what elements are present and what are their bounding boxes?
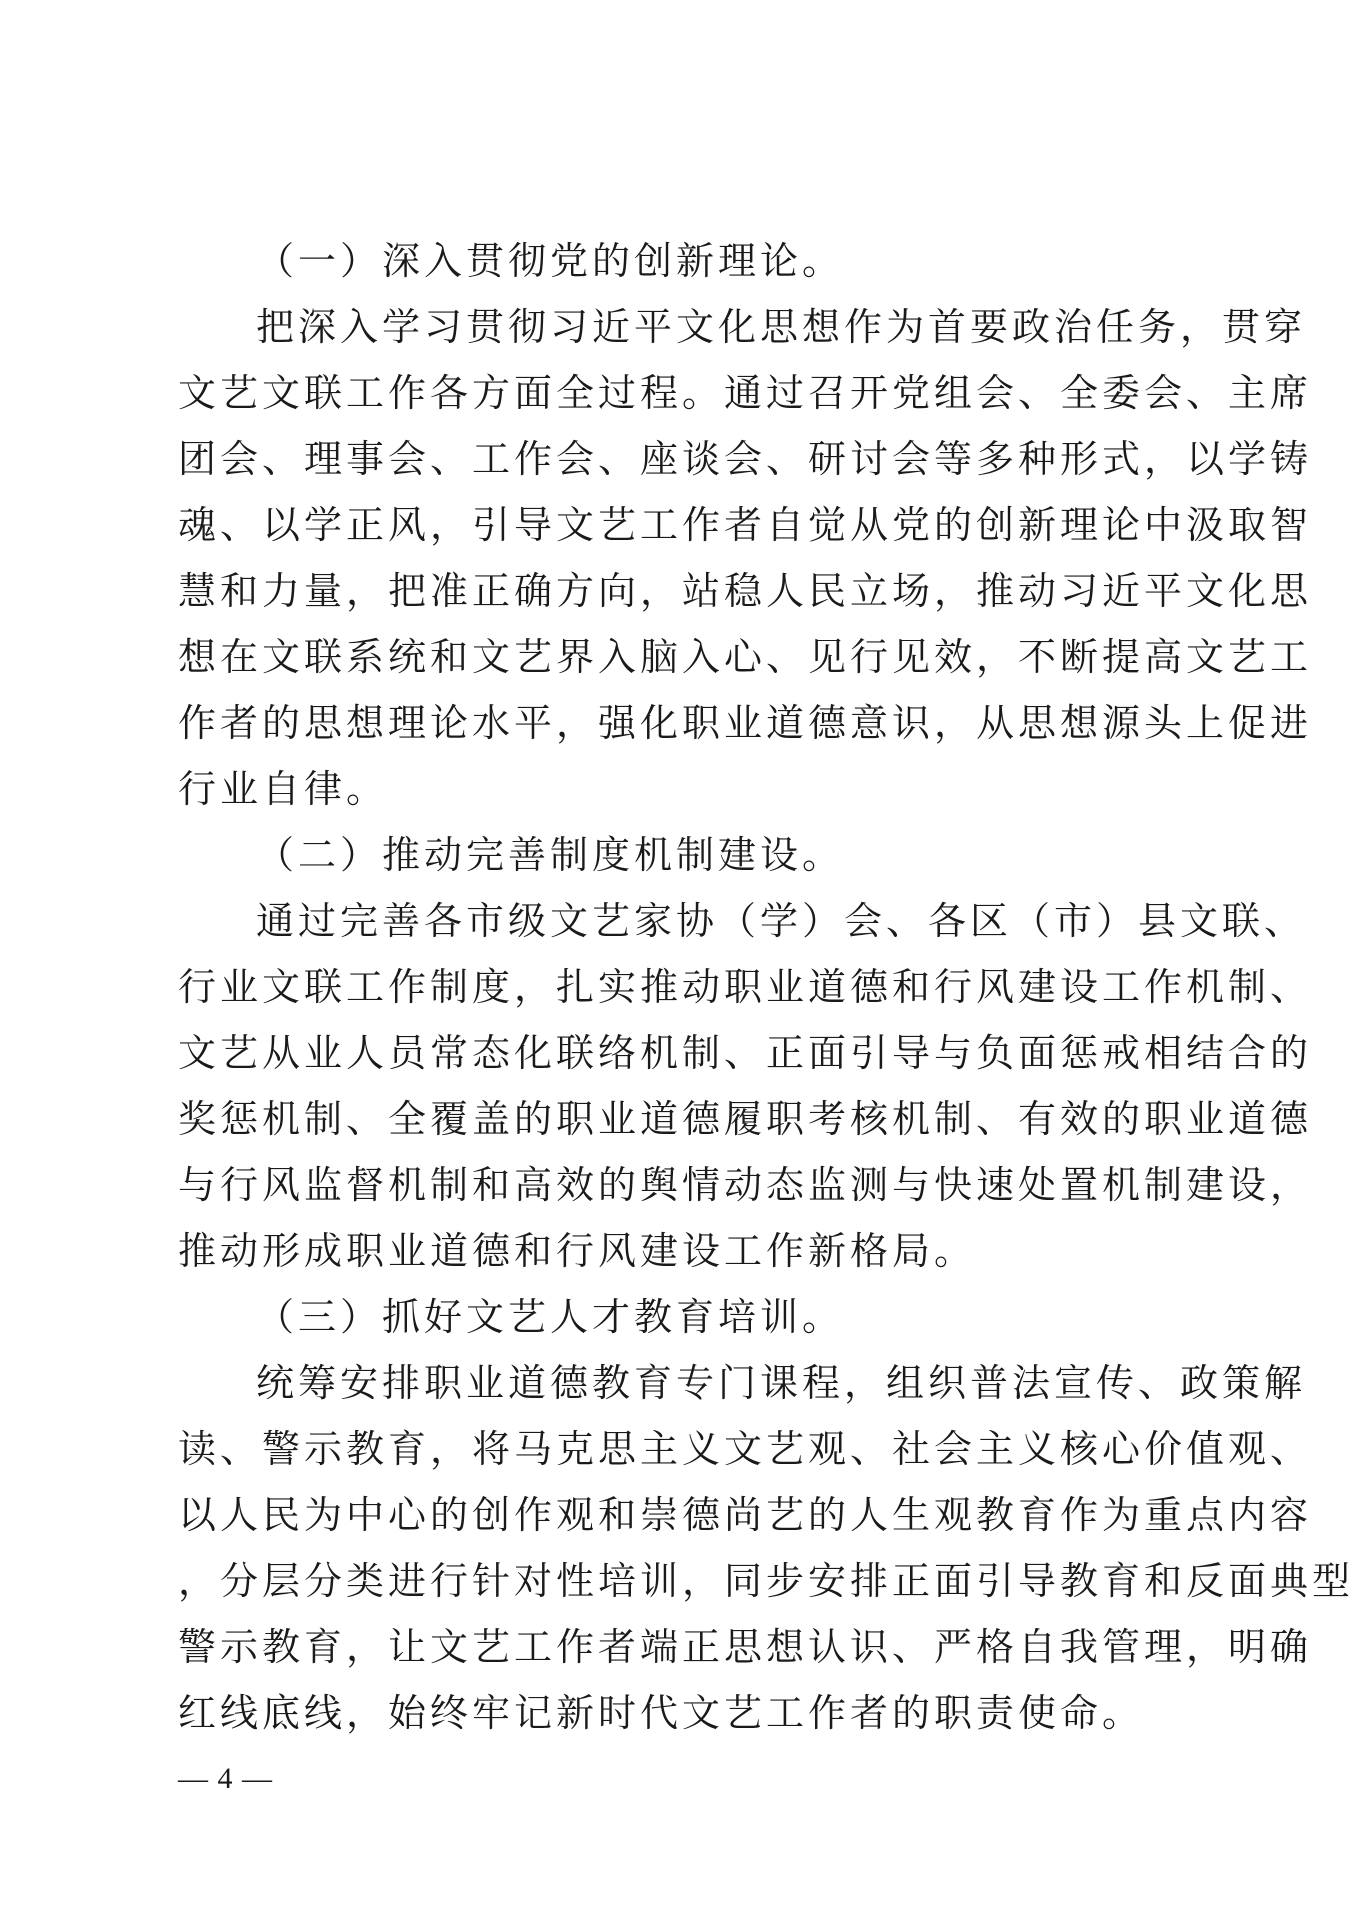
paragraph-line: 想在文联系统和文艺界入脑入心、见行见效，不断提高文艺工	[178, 635, 1313, 679]
paragraph-line: 行业文联工作制度，扎实推动职业道德和行风建设工作机制、	[178, 965, 1313, 1009]
paragraph-line: 把深入学习贯彻习近平文化思想作为首要政治任务，贯穿	[256, 305, 1307, 349]
paragraph-line: 文艺从业人员常态化联络机制、正面引导与负面惩戒相结合的	[178, 1031, 1313, 1075]
document-body	[178, 228, 1355, 1746]
section-heading-2: （二）推动完善制度机制建设。	[256, 833, 845, 877]
section-heading-1: （一）深入贯彻党的创新理论。	[256, 239, 845, 283]
paragraph-line: 文艺文联工作各方面全过程。通过召开党组会、全委会、主席	[178, 371, 1313, 415]
paragraph-line: 奖惩机制、全覆盖的职业道德履职考核机制、有效的职业道德	[178, 1097, 1313, 1141]
paragraph-line: 读、警示教育，将马克思主义文艺观、社会主义核心价值观、	[178, 1427, 1313, 1471]
paragraph-line: 行业自律。	[178, 767, 389, 811]
paragraph-line: 团会、理事会、工作会、座谈会、研讨会等多种形式，以学铸	[178, 437, 1313, 481]
paragraph-line: 通过完善各市级文艺家协（学）会、各区（市）县文联、	[256, 899, 1307, 943]
paragraph-line: 慧和力量，把准正确方向，站稳人民立场，推动习近平文化思	[178, 569, 1313, 613]
paragraph-line: 与行风监督机制和高效的舆情动态监测与快速处置机制建设，	[178, 1163, 1313, 1207]
paragraph-line: 统筹安排职业道德教育专门课程，组织普法宣传、政策解	[256, 1361, 1307, 1405]
page-number: — 4 —	[178, 1762, 273, 1795]
paragraph-line: 以人民为中心的创作观和崇德尚艺的人生观教育作为重点内容	[178, 1493, 1313, 1537]
paragraph-line: 警示教育，让文艺工作者端正思想认识、严格自我管理，明确	[178, 1625, 1313, 1669]
section-heading-3: （三）抓好文艺人才教育培训。	[256, 1295, 845, 1339]
paragraph-line: ，分层分类进行针对性培训，同步安排正面引导教育和反面典型	[178, 1559, 1355, 1603]
paragraph-line: 红线底线，始终牢记新时代文艺工作者的职责使命。	[178, 1691, 1145, 1735]
paragraph-line: 作者的思想理论水平，强化职业道德意识，从思想源头上促进	[178, 701, 1313, 745]
paragraph-line: 推动形成职业道德和行风建设工作新格局。	[178, 1229, 977, 1273]
paragraph-line: 魂、以学正风，引导文艺工作者自觉从党的创新理论中汲取智	[178, 503, 1313, 547]
